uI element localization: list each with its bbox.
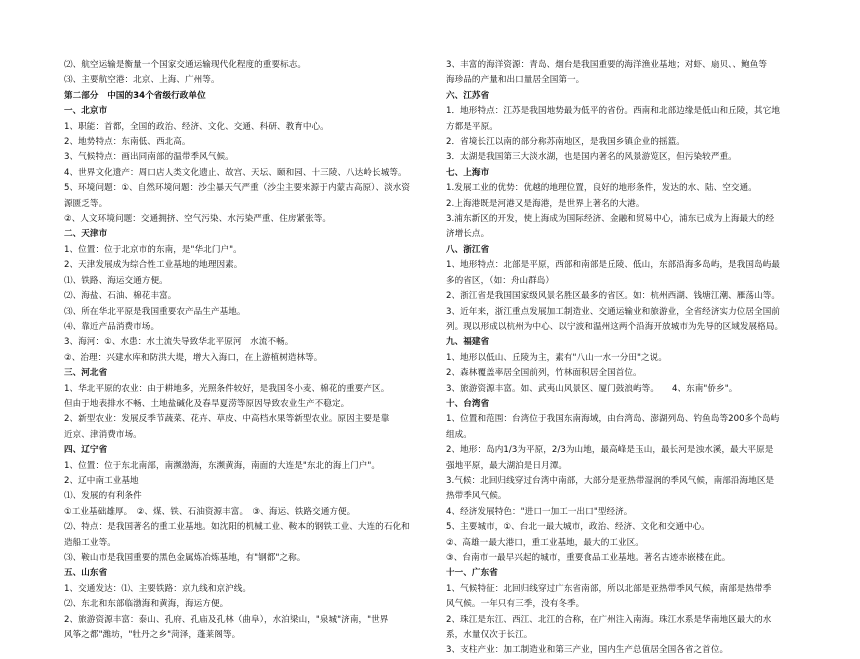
text-line: 强地平原，最大湖泊是日月潭。 — [446, 460, 568, 471]
section-heading: 六、江苏省 — [446, 90, 490, 101]
text-line: ⑵、特点：是我国著名的重工业基地。如沈阳的机械工业、鞍本的钢铁工业、大连的石化和 — [64, 522, 410, 533]
text-line: 1．地形特点：江苏是我国地势最为低平的省份。西南和北部边缘是低山和丘陵，其它地 — [446, 106, 780, 117]
text-line: 海珍品的产量和出口量居全国第一。 — [446, 75, 585, 86]
text-line: 4、世界文化遗产：周口店人类文化遗止、故宫、天坛、颐和园、十三陵、八达岭长城等。 — [64, 167, 407, 178]
text-line: 1、华北平原的农业：由于耕地多，光照条件较好，是我国冬小麦、棉花的重要产区。 — [64, 383, 390, 394]
text-line: 3．太湖是我国第三大淡水湖，也是国内著名的风景游览区，但污染较严重。 — [446, 152, 737, 163]
text-line: ②、治理：兴建水库和防洪大堤，增大入海口，在上游植树造林等。 — [64, 352, 323, 363]
text-line: 济增长点。 — [446, 229, 490, 240]
text-line: ①工业基础雄厚。 ②、煤、铁、石油资源丰富。 ③、海运、铁路交通方便。 — [64, 506, 356, 517]
text-line: 造船工业等。 — [64, 537, 116, 548]
text-line: ③、台南市一最早兴起的城市，重要食品工业基地。著名古迹赤嵌楼在此。 — [446, 553, 731, 563]
text-line: 3.气候：北回归线穿过台湾中南部，大部分是亚热带湿润的季风气候，南部沿海地区是 — [446, 475, 775, 486]
section-heading: 四、辽宁省 — [64, 445, 108, 456]
text-line: 多的省区，（如：舟山群岛） — [446, 275, 555, 286]
text-line: 但由于地表排水不畅、土地盐碱化及春旱夏涝等原因导致农业生产不稳定。 — [64, 398, 350, 409]
text-line: 2.上海港既是河港又是海港，是世界上著名的大港。 — [446, 198, 645, 209]
text-line: 1、职能：首都，全国的政治、经济、文化、交通、科研、教育中心。 — [64, 121, 329, 132]
section-heading: 第二部分 中国的34个省级行政单位 — [64, 90, 206, 101]
left-column — [64, 58, 432, 643]
section-heading: 五、山东省 — [64, 568, 108, 579]
text-line: ⑶、鞍山市是我国重要的黑色金属炼冶炼基地，有"钢都"之称。 — [64, 553, 306, 563]
text-line: ⑴、铁路、海运交通方便。 — [64, 275, 168, 286]
text-line: 3、丰富的海洋资源：青岛、烟台是我国重要的海洋渔业基地；对虾、扇贝、、鲍鱼等 — [446, 60, 768, 70]
text-line: 1、位置：位于东北南部，南濒渤海，东濒黄海，南面的大连是"东北的海上门户"。 — [64, 460, 381, 471]
text-line: ⑵、航空运输是衡量一个国家交通运输现代化程度的重要标志。 — [64, 60, 307, 70]
text-line: 风筝之都"潍坊，"牡丹之乡"菏泽，蓬莱阁等。 — [64, 630, 241, 641]
text-line: 1、位置：位于北京市的东南，是"华北门户"。 — [64, 244, 242, 255]
text-line: 2、浙江省是我国国家级风景名胜区最多的省区。如：杭州西湖、钱塘江潮、雁荡山等。 — [446, 291, 780, 302]
text-line: 3、海河：①、水患：水土流失导致华北平原河 水流不畅。 — [64, 337, 294, 348]
text-line: 5、主要城市，①、台北一最大城市，政治、经济、文化和交通中心。 — [446, 522, 710, 533]
text-line: ⑷、靠近产品消费市场。 — [64, 321, 160, 332]
text-line: 3、旅游资源丰富。如、武夷山风景区、厦门鼓浪屿等。 4、东南"侨乡"。 — [446, 383, 738, 394]
text-line: 3.浦东新区的开发，使上海成为国际经济、金融和贸易中心，浦东已成为上海最大的经 — [446, 214, 775, 225]
text-line: 3、气候特点：画出同南部的温带季风气候。 — [64, 152, 234, 163]
section-heading: 十、台湾省 — [446, 398, 490, 409]
section-heading: 二、天津市 — [64, 229, 108, 240]
text-line: 近京、津消费市场。 — [64, 429, 142, 440]
text-line: 2、辽中南工业基地 — [64, 475, 139, 486]
text-line: ⑶、主要航空港：北京、上海、广州等。 — [64, 75, 220, 86]
text-line: 4、经济发展特色："进口一加工一出口"型经济。 — [446, 506, 633, 517]
section-heading: 八、浙江省 — [446, 244, 490, 255]
text-line: 2、旅游资源丰富：泰山、孔府、孔庙及孔林（曲阜），水泊梁山，"泉城"济南，"世界 — [64, 614, 389, 625]
text-line: 2、地势特点：东南低、西北高。 — [64, 137, 191, 148]
text-line: 5、环境问题：①、自然环境问题：沙尘暴天气严重（沙尘主要来源于内蒙古高原）、淡水资 — [64, 183, 411, 194]
text-line: 风气候。一年只有三季，没有冬季。 — [446, 599, 585, 610]
text-line: 2、天津发展成为综合性工业基地的地理因素。 — [64, 260, 243, 271]
text-line: 1、交通发达：⑴、主要铁路：京九线和京沪线。 — [64, 583, 252, 594]
text-line: ⑴、发展的有利条件 — [64, 491, 142, 502]
text-line: 系，水量仅次于长江。 — [446, 630, 533, 641]
text-line: 1、气候特征：北回归线穿过广东省南部，所以北部是亚热带季风气候，南部是热带季 — [446, 583, 772, 594]
section-heading: 七、上海市 — [446, 167, 490, 178]
text-line: ②、人文环境问题：交通拥挤、空气污染、水污染严重、住房紧张等。 — [64, 214, 332, 225]
text-line: 热带季风气候。 — [446, 491, 507, 502]
text-line: 3、近年来，浙江重点发展加工制造业、交通运输业和旅游业，全省经济实力位居全国前 — [446, 306, 780, 317]
text-line: 3、支柱产业：加工制造业和第三产业，国内生产总值居全国各省之首位。 — [446, 645, 729, 656]
text-line: ⑵、海盐、石油、棉花丰富。 — [64, 291, 177, 302]
text-line: 方都是平原。 — [446, 121, 498, 132]
text-line: 1、位置和范围：台湾位于我国东南海域，由台湾岛、澎湖列岛、钓鱼岛等200多个岛屿 — [446, 414, 780, 425]
text-line: 1、地形以低山、丘陵为主，素有"八山一水一分田"之说。 — [446, 352, 667, 363]
text-line: 1、地形特点：北部是平原，西部和南部是丘陵、低山，东部沿海多岛屿，是我国岛屿最 — [446, 260, 780, 271]
text-line: 2、森林覆盖率居全国前列，竹林面积居全国首位。 — [446, 368, 642, 379]
section-heading: 九、福建省 — [446, 337, 490, 348]
text-line: ⑶、所在华北平原是我国重要农产品生产基地。 — [64, 306, 246, 317]
text-line: 列。现以形成以杭州为中心、以宁波和温州这两个沿海开放城市为先导的区域发展格局。 — [446, 321, 784, 332]
section-heading: 十一、广东省 — [446, 568, 498, 579]
text-line: 2、新型农业：发展反季节蔬菜、花卉、草皮、中高档水果等新型农业。原因主要是靠 — [64, 414, 390, 425]
text-line: ⑵、东北和东部临渤海和黄海，海运方便。 — [64, 599, 229, 610]
section-heading: 三、河北省 — [64, 368, 108, 379]
text-line: 2、地形：岛内1/3为平原，2/3为山地，最高峰是玉山，最长河是浊水溪，最大平原是 — [446, 445, 774, 456]
right-column — [446, 58, 802, 659]
text-line: 2．省境长江以南的部分称苏南地区，是我国乡镇企业的摇篮。 — [446, 137, 685, 148]
text-line: 源匮乏等。 — [64, 198, 108, 209]
text-line: 2、珠江是东江、西江、北江的合称，在广州注入南海。珠江水系是华南地区最大的水 — [446, 614, 772, 625]
section-heading: 一、北京市 — [64, 106, 108, 117]
text-line: 1.发展工业的优势：优越的地理位置，良好的地形条件，发达的水、陆、空交通。 — [446, 183, 757, 194]
text-line: ②、高雄一最大港口，重工业基地，最大的工业区。 — [446, 537, 644, 548]
text-line: 组成。 — [446, 429, 472, 440]
